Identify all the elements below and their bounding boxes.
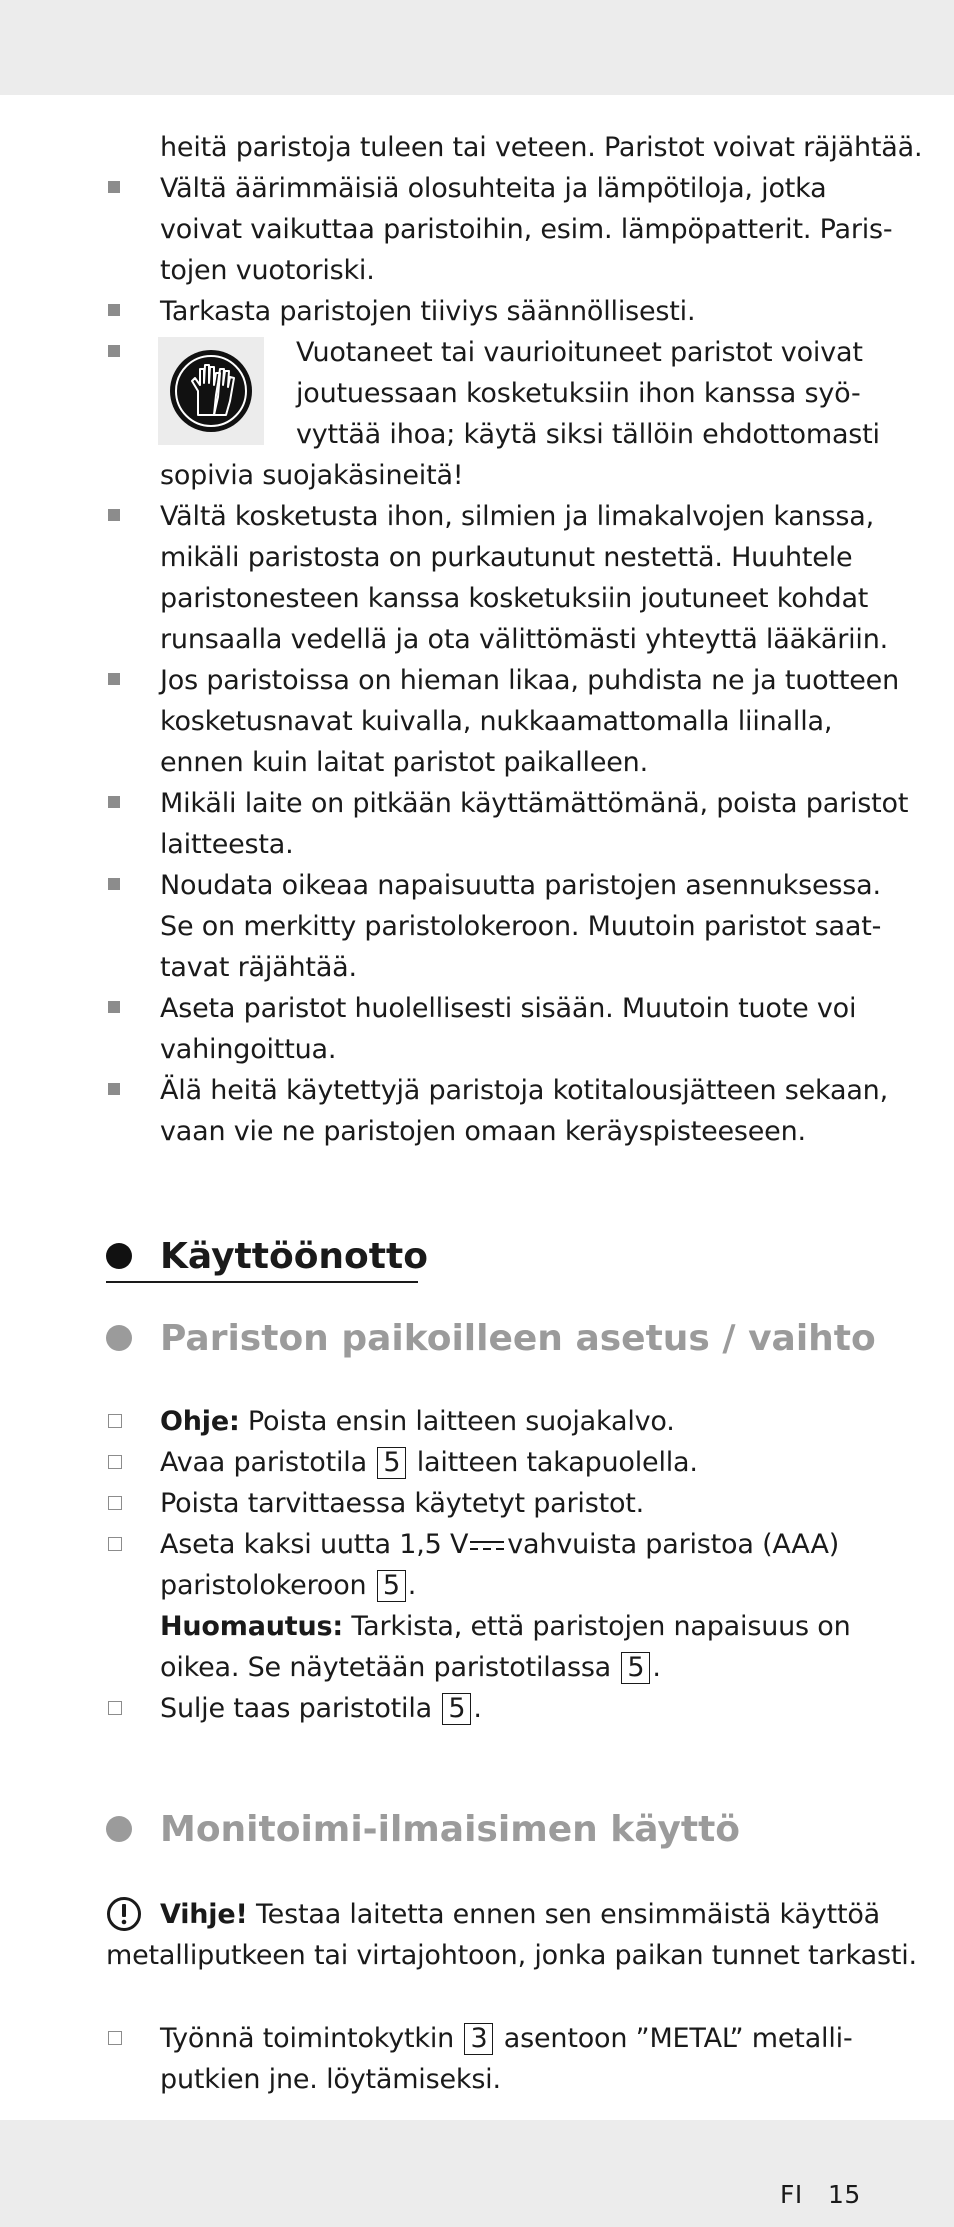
text-line: voivat vaikuttaa paristoihin, esim. lämpöpatterit. Paris- xyxy=(160,214,893,245)
part-reference-box: 5 xyxy=(377,1570,406,1602)
bullet-square xyxy=(108,1083,120,1095)
text-line: Älä heitä käytettyjä paristoja kotitalousjätteen sekaan, xyxy=(160,1075,888,1106)
step-checkbox xyxy=(108,1701,122,1715)
text-line: Vuotaneet tai vaurioituneet paristot voivat xyxy=(296,337,863,368)
bullet-square xyxy=(108,304,120,316)
subsection-bullet-dot xyxy=(106,1325,132,1351)
step-text-span: paristolokeroon xyxy=(160,1570,375,1601)
step-text-span: . xyxy=(473,1693,482,1724)
text-line: vaan vie ne paristojen omaan keräyspisteeseen. xyxy=(160,1116,806,1147)
text-line: tavat räjähtää. xyxy=(160,952,357,983)
bullet-square xyxy=(108,509,120,521)
bullet-square xyxy=(108,673,120,685)
part-reference-box: 5 xyxy=(377,1447,406,1479)
bullet-square xyxy=(108,1001,120,1013)
note-label: Huomautus: xyxy=(160,1611,343,1642)
tip-text-span: Testaa laitetta ennen sen ensimmäistä käyttöä xyxy=(247,1899,881,1930)
text-line: heitä paristoja tuleen tai veteen. Paristot voivat räjähtää. xyxy=(160,132,923,163)
step-text-span: Aseta kaksi uutta 1,5 V xyxy=(160,1529,469,1560)
text-line: ennen kuin laitat paristot paikalleen. xyxy=(160,747,648,778)
step-checkbox xyxy=(108,1455,122,1469)
step-text-span: asentoon ”METAL” metalli- xyxy=(495,2023,853,2054)
text-line: paristonesteen kanssa kosketuksiin joutuneet kohdat xyxy=(160,583,869,614)
step-text-span: . xyxy=(407,1570,417,1601)
page-number: 15 xyxy=(828,2180,861,2209)
text-line: joutuessaan kosketuksiin ihon kanssa syö- xyxy=(296,378,861,409)
text-line: laitteesta. xyxy=(160,829,294,860)
page-footer xyxy=(760,2175,900,2215)
step-text-span: Sulje taas paristotila xyxy=(160,1693,441,1724)
text-line: mikäli paristosta on purkautunut nestettä. Huuhtele xyxy=(160,542,853,573)
text-line: sopivia suojakäsineitä! xyxy=(160,460,464,491)
step-checkbox xyxy=(108,2031,122,2045)
text-line: tojen vuotoriski. xyxy=(160,255,375,286)
note-label: Ohje: xyxy=(160,1406,240,1437)
step-text xyxy=(160,1688,482,1729)
note-text xyxy=(160,1606,851,1647)
part-reference-box: 5 xyxy=(442,1693,471,1725)
text-line: Tarkasta paristojen tiiviys säännöllisesti. xyxy=(160,296,696,327)
step-text-span: Poista ensin laitteen suojakalvo. xyxy=(239,1406,675,1437)
note-text-span: Tarkista, että paristojen napaisuus on xyxy=(342,1611,851,1642)
note-text-span: . xyxy=(652,1652,661,1683)
text-line: Jos paristoissa on hieman likaa, puhdista ne ja tuotteen xyxy=(160,665,899,696)
dc-voltage-symbol xyxy=(470,1539,504,1553)
step-text xyxy=(160,1442,698,1483)
subsection-heading: Monitoimi-ilmaisimen käyttö xyxy=(160,1809,741,1850)
text-line: Vältä kosketusta ihon, silmien ja limakalvojen kanssa, xyxy=(160,501,875,532)
safety-gloves-icon xyxy=(158,337,264,445)
bullet-square xyxy=(108,878,120,890)
step-checkbox xyxy=(108,1537,122,1551)
bullet-square xyxy=(108,796,120,808)
step-text-span: vahvuista paristoa (AAA) xyxy=(507,1529,840,1560)
text-line: vyttää ihoa; käytä siksi tällöin ehdottomasti xyxy=(296,419,880,450)
step-text-span: Avaa paristotila xyxy=(160,1447,376,1478)
footer-language: FI xyxy=(780,2180,803,2209)
tip-label: Vihje! xyxy=(160,1899,248,1930)
text-line: Se on merkitty paristolokeroon. Muutoin paristot saat- xyxy=(160,911,882,942)
step-checkbox xyxy=(108,1496,122,1510)
subsection-heading: Pariston paikoilleen asetus / vaihto xyxy=(160,1318,876,1359)
part-reference-box: 5 xyxy=(621,1652,650,1684)
step-text xyxy=(160,1401,675,1442)
exclamation-icon xyxy=(106,1896,142,1932)
step-text: putkien jne. löytämiseksi. xyxy=(160,2064,501,2095)
text-line: Noudata oikeaa napaisuutta paristojen asennuksessa. xyxy=(160,870,881,901)
tip-text xyxy=(160,1894,880,1935)
bullet-square xyxy=(108,181,120,193)
heading-underline xyxy=(106,1281,418,1283)
tip-text: metalliputkeen tai virtajohtoon, jonka paikan tunnet tarkasti. xyxy=(106,1940,917,1971)
step-text-span: laitteen takapuolella. xyxy=(408,1447,698,1478)
step-text: Poista tarvittaessa käytetyt paristot. xyxy=(160,1488,645,1519)
bullet-square xyxy=(108,345,120,357)
text-line: Mikäli laite on pitkään käyttämättömänä, poista paristot xyxy=(160,788,909,819)
step-text xyxy=(160,1524,839,1565)
top-margin-band xyxy=(0,0,954,95)
part-reference-box: 3 xyxy=(464,2023,493,2055)
text-line: Vältä äärimmäisiä olosuhteita ja lämpötiloja, jotka xyxy=(160,173,827,204)
step-checkbox xyxy=(108,1414,122,1428)
step-text xyxy=(160,1565,416,1606)
text-line: vahingoittua. xyxy=(160,1034,337,1065)
section-bullet-dot xyxy=(106,1243,132,1269)
text-line: Aseta paristot huolellisesti sisään. Muutoin tuote voi xyxy=(160,993,857,1024)
step-text-span: Työnnä toimintokytkin xyxy=(160,2023,463,2054)
text-line: kosketusnavat kuivalla, nukkaamattomalla liinalla, xyxy=(160,706,833,737)
section-heading: Käyttöönotto xyxy=(160,1236,428,1277)
note-text xyxy=(160,1647,661,1688)
step-text xyxy=(160,2018,852,2059)
subsection-bullet-dot xyxy=(106,1816,132,1842)
text-line: runsaalla vedellä ja ota välittömästi yhteyttä lääkäriin. xyxy=(160,624,889,655)
note-text-span: oikea. Se näytetään paristotilassa xyxy=(160,1652,620,1683)
